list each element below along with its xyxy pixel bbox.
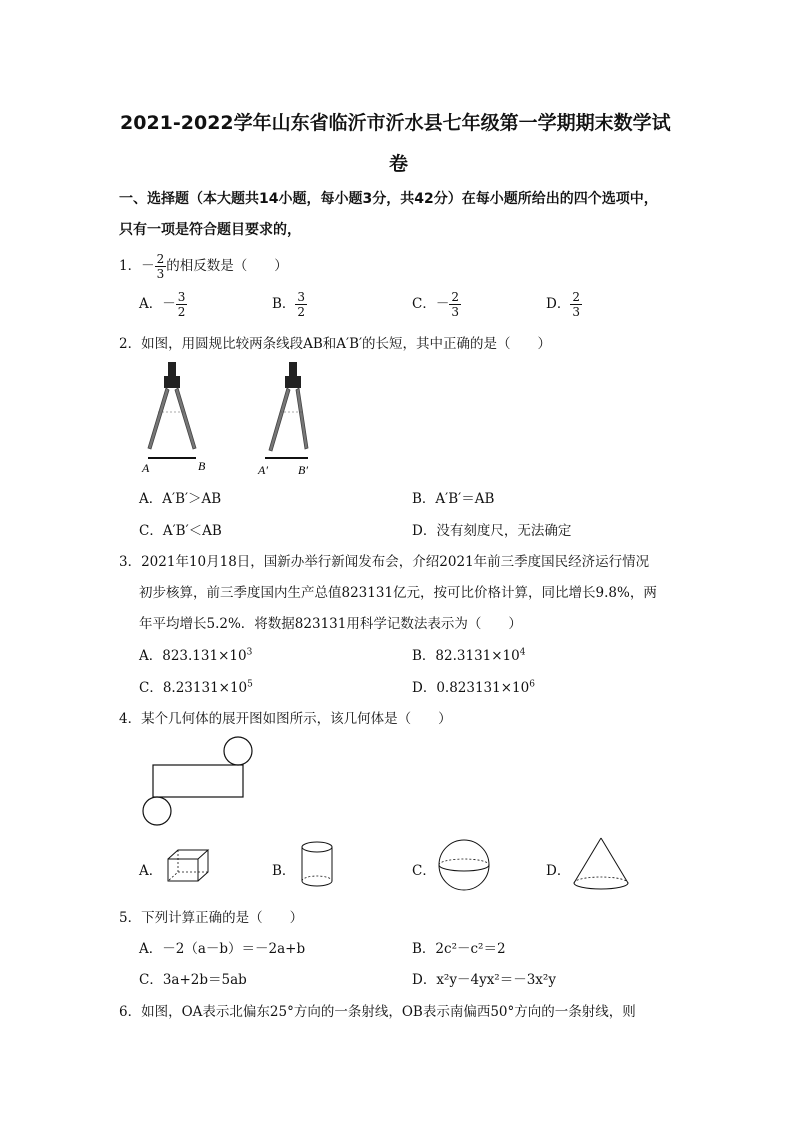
q5-option-c[interactable]: C．3a+2b＝5ab	[139, 972, 247, 988]
option-text: A．823.131×10	[139, 648, 247, 664]
option-label: A．	[139, 296, 163, 312]
fraction	[155, 252, 167, 281]
exponent: 6	[529, 679, 535, 690]
q5-option-d[interactable]: D．x²y－4yx²＝－3x²y	[412, 972, 556, 988]
fraction-denominator: 3	[572, 305, 580, 319]
net-top-circle	[224, 737, 252, 765]
label-b: B	[198, 459, 206, 473]
q5-option-a[interactable]: A．－2（a－b）＝－2a+b	[139, 941, 306, 957]
q2-option-a[interactable]: A．A′B′＞AB	[139, 491, 222, 507]
q5-option-b[interactable]: B．2c²－c²＝2	[412, 941, 506, 957]
fraction-denominator: 3	[451, 305, 459, 319]
fraction-denominator: 2	[297, 305, 306, 319]
question-number: 1．	[119, 258, 142, 274]
compass-1-icon	[148, 362, 196, 449]
question-3-line2: 初步核算，前三季度国内生产总值823131亿元，按可比价格计算，同比增长9.8%，两	[139, 585, 657, 601]
option-text: B．82.3131×10	[412, 648, 520, 664]
fraction-denominator: 2	[177, 305, 186, 319]
fraction-numerator: 2	[156, 252, 165, 266]
q1-option-b[interactable]	[272, 290, 307, 319]
compass-figure	[140, 362, 330, 482]
fraction	[570, 290, 582, 319]
compass-2-icon	[269, 362, 308, 451]
option-label: D．	[546, 296, 571, 312]
option-label: B．	[272, 296, 296, 312]
q4-option-c[interactable]	[412, 859, 436, 879]
option-text: D．0.823131×10	[412, 680, 530, 696]
paper-title-line2: 卷	[389, 153, 409, 175]
question-3-line3: 年平均增长5.2%．将数据823131用科学记数法表示为（ ）	[139, 616, 522, 632]
net-rectangle	[153, 765, 243, 797]
section-heading-cont: 只有一项是符合题目要求的，	[119, 222, 301, 238]
cube-icon	[164, 847, 212, 885]
question-3-line1: 3．2021年10月18日，国新办举行新闻发布会，介绍2021年前三季度国民经济运行情况	[119, 554, 650, 570]
q4-option-d[interactable]	[546, 859, 570, 879]
option-label: C．	[412, 863, 436, 879]
q3-option-a[interactable]	[139, 644, 252, 664]
paper-title-line1: 2021-2022学年山东省临沂市沂水县七年级第一学期期末数学试	[120, 112, 671, 134]
q1-option-c[interactable]	[412, 290, 461, 319]
fraction-numerator: 3	[177, 290, 186, 304]
exponent: 4	[519, 647, 526, 658]
label-a: A	[142, 461, 150, 475]
question-6-line1: 6．如图，OA表示北偏东25°方向的一条射线，OB表示南偏西50°方向的一条射线，则	[119, 1004, 636, 1020]
fraction-numerator: 3	[297, 290, 306, 304]
minus-sign: －	[141, 258, 155, 274]
option-label: C．	[412, 296, 436, 312]
fraction-numerator: 2	[451, 290, 459, 304]
q3-option-c[interactable]	[139, 676, 253, 696]
question-text: 的相反数是（ ）	[166, 258, 288, 274]
fraction-numerator: 2	[572, 290, 580, 304]
q3-option-b[interactable]	[412, 644, 525, 664]
exponent: 5	[247, 679, 253, 690]
option-label: D．	[546, 863, 571, 879]
minus-sign: －	[435, 296, 450, 312]
question-2-stem: 2．如图，用圆规比较两条线段AB和A′B′的长短，其中正确的是（ ）	[119, 336, 552, 352]
q4-option-a[interactable]	[139, 859, 162, 879]
label-a-prime: A′	[258, 463, 268, 477]
question-1-stem	[119, 252, 288, 281]
fraction	[449, 290, 461, 319]
q2-option-b[interactable]: B．A′B′＝AB	[412, 491, 495, 507]
q1-option-a[interactable]	[139, 290, 187, 319]
q4-option-b[interactable]	[272, 859, 295, 879]
q2-option-c[interactable]: C．A′B′＜AB	[139, 523, 222, 539]
question-5-stem: 5．下列计算正确的是（ ）	[119, 910, 304, 926]
net-diagram	[140, 735, 290, 830]
sphere-icon	[436, 838, 492, 892]
section-heading: 一、选择题（本大题共14小题，每小题3分，共42分）在每小题所给出的四个选项中，	[119, 191, 658, 207]
fraction	[295, 290, 307, 319]
q2-option-d[interactable]: D．没有刻度尺，无法确定	[412, 523, 572, 539]
fraction-denominator: 3	[156, 267, 165, 281]
exponent: 3	[246, 647, 253, 658]
fraction	[176, 290, 188, 319]
minus-sign: －	[162, 296, 176, 312]
question-4-stem: 4．某个几何体的展开图如图所示，该几何体是（ ）	[119, 711, 452, 727]
label-b-prime: B′	[298, 463, 308, 477]
q1-option-d[interactable]	[546, 290, 582, 319]
cylinder-icon	[298, 840, 338, 890]
cone-icon	[570, 836, 632, 892]
net-bottom-circle	[143, 797, 171, 825]
q3-option-d[interactable]	[412, 676, 535, 696]
option-text: C．8.23131×10	[139, 680, 248, 696]
option-label: B．	[272, 863, 296, 879]
option-label: A．	[139, 863, 163, 879]
